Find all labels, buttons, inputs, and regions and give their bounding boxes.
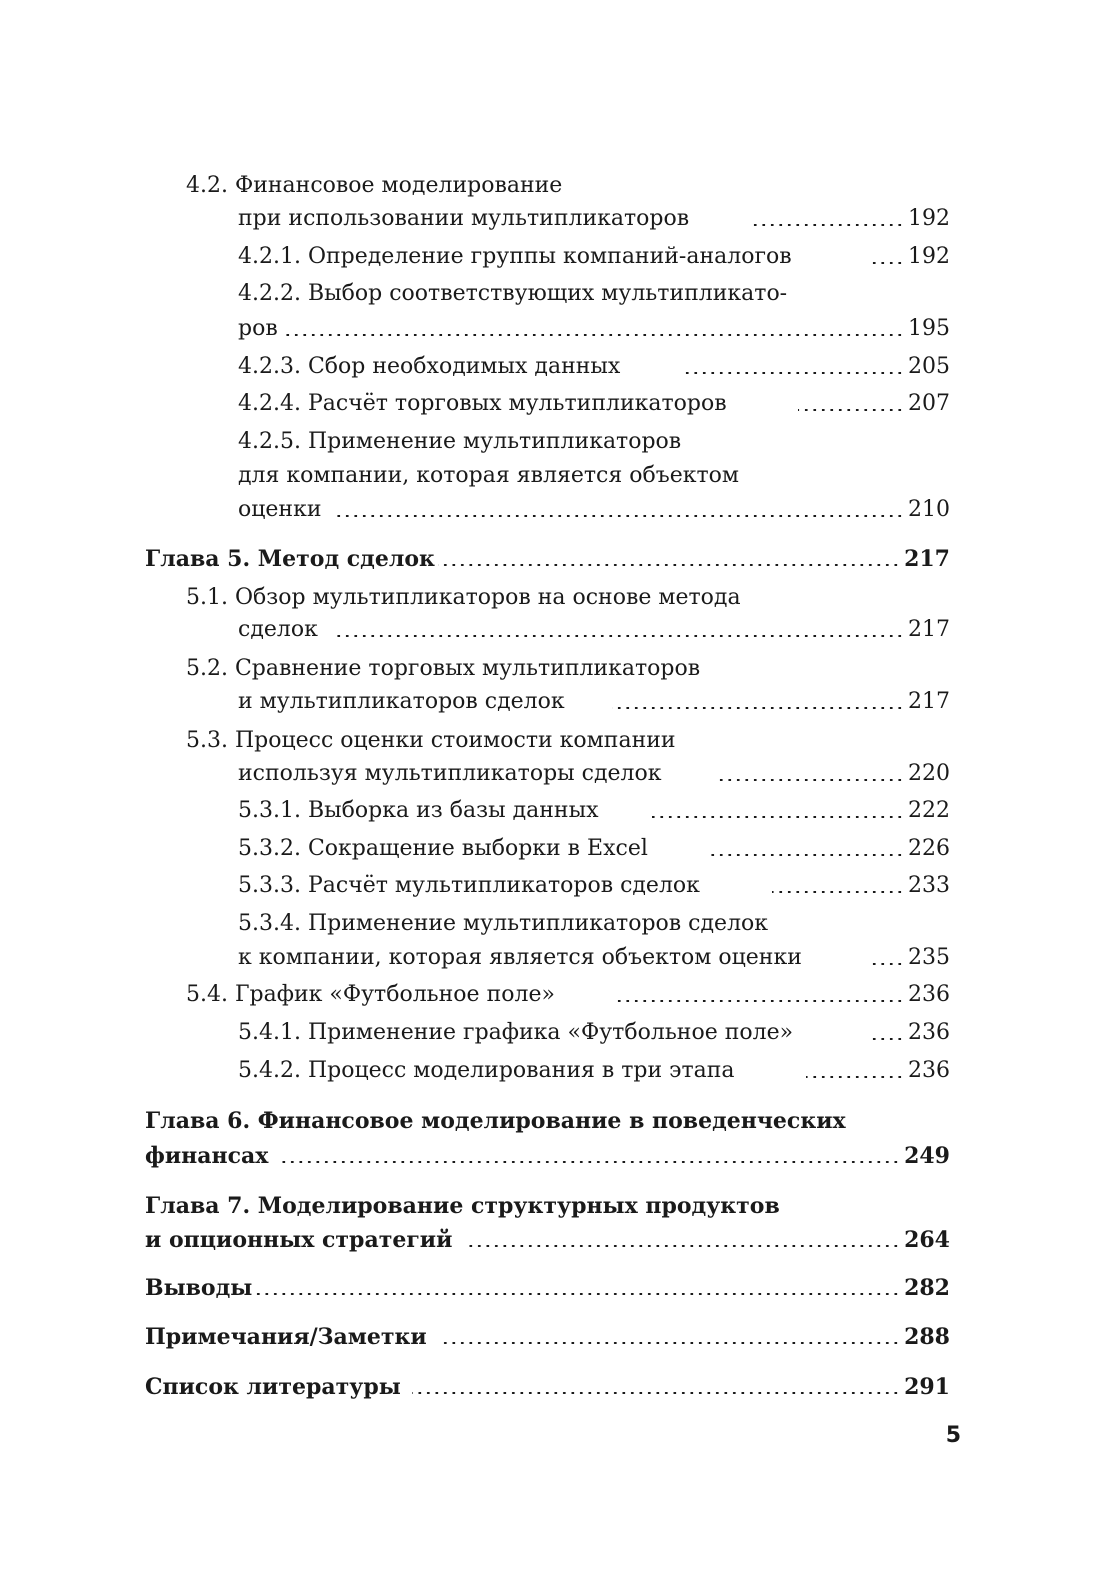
toc-page-number: 264 — [904, 1227, 950, 1253]
toc-page-number: 233 — [908, 873, 950, 898]
dot-leader — [718, 779, 904, 781]
toc-entry-label: используя мультипликаторы сделок — [238, 761, 662, 786]
toc-entry-label: 5.3.4. Применение мультипликаторов сделок — [238, 911, 769, 936]
dot-leader — [872, 1038, 904, 1040]
toc-notes[interactable] — [0, 1319, 1103, 1355]
toc-page-number: 210 — [908, 497, 950, 522]
toc-chapter-6[interactable] — [0, 1138, 1103, 1174]
toc-page-number: 207 — [908, 391, 950, 416]
toc-chapter-7-line-1 — [0, 1188, 1103, 1224]
toc-entry-label: 4.2. Финансовое моделирование — [186, 173, 563, 198]
toc-entry-label: 5.3.2. Сокращение выборки в Excel — [238, 836, 648, 861]
toc-chapter-6-line-1 — [0, 1103, 1103, 1139]
toc-references[interactable] — [0, 1369, 1103, 1405]
toc-entry-label: к компании, которая является объектом оценки — [238, 945, 802, 970]
dot-leader — [772, 891, 904, 893]
toc-entry-label: 5.1. Обзор мультипликаторов на основе метода — [186, 585, 741, 610]
dot-leader — [284, 334, 904, 336]
toc-entry-label: 4.2.5. Применение мультипликаторов — [238, 429, 682, 454]
toc-entry-label: сделок — [238, 617, 318, 642]
dot-leader — [466, 1245, 900, 1247]
toc-entry-label: Глава 5. Метод сделок — [145, 546, 435, 572]
toc-page-number: 291 — [904, 1374, 950, 1400]
toc-entry-label: и мультипликаторов сделок — [238, 689, 565, 714]
toc-page-number: 235 — [908, 945, 950, 970]
dot-leader — [798, 409, 904, 411]
dot-leader — [806, 1076, 904, 1078]
toc-entry-4-2-4[interactable] — [0, 386, 1103, 422]
toc-entry-label: Глава 6. Финансовое моделирование в поведенческих — [145, 1108, 846, 1134]
toc-entry-label: финансах — [145, 1143, 269, 1169]
dot-leader — [612, 707, 904, 709]
toc-entry-5-3-line-1 — [0, 723, 1103, 759]
toc-entry-label: 5.4.2. Процесс моделирования в три этапа — [238, 1058, 735, 1083]
dot-leader — [252, 1293, 900, 1295]
toc-entry-label: и опционных стратегий — [145, 1227, 453, 1253]
toc-entry-5-3[interactable] — [0, 756, 1103, 792]
toc-entry-label: для компании, которая является объектом — [238, 463, 740, 488]
toc-page-number: 217 — [908, 689, 950, 714]
toc-page-number: 195 — [908, 316, 950, 341]
toc-entry-label: 4.2.2. Выбор соответствующих мультипликато- — [238, 281, 788, 306]
toc-entry-label: 5.2. Сравнение торговых мультипликаторов — [186, 656, 701, 681]
page-number: 5 — [945, 1423, 961, 1448]
toc-entry-5-1[interactable] — [0, 612, 1103, 648]
toc-entry-4-2[interactable] — [0, 201, 1103, 237]
toc-entry-label: Список литературы — [145, 1374, 401, 1400]
toc-entry-label: 5.4.1. Применение графика «Футбольное поле» — [238, 1020, 794, 1045]
toc-entry-label: Выводы — [145, 1275, 253, 1301]
dot-leader — [442, 1342, 900, 1344]
toc-entry-4-2-5-line-2 — [0, 458, 1103, 494]
dot-leader — [438, 564, 900, 566]
toc-entry-5-1-line-1 — [0, 580, 1103, 616]
toc-entry-5-3-3[interactable] — [0, 868, 1103, 904]
toc-entry-4-2-line-1 — [0, 168, 1103, 204]
toc-entry-4-2-1[interactable] — [0, 239, 1103, 275]
toc-entry-5-3-4[interactable] — [0, 940, 1103, 976]
toc-entry-label: 4.2.4. Расчёт торговых мультипликаторов — [238, 391, 727, 416]
toc-entry-5-4-2[interactable] — [0, 1053, 1103, 1089]
toc-page-number: 288 — [904, 1324, 950, 1350]
toc-page-number: 226 — [908, 836, 950, 861]
toc-page-number: 236 — [908, 982, 950, 1007]
dot-leader — [412, 1392, 900, 1394]
toc-chapter-7[interactable] — [0, 1222, 1103, 1258]
dot-leader — [708, 854, 904, 856]
toc-entry-4-2-5-line-1 — [0, 424, 1103, 460]
dot-leader — [652, 816, 904, 818]
toc-entry-5-4[interactable] — [0, 977, 1103, 1013]
dot-leader — [870, 262, 904, 264]
toc-page-number: 236 — [908, 1058, 950, 1083]
toc-entry-label: 4.2.3. Сбор необходимых данных — [238, 354, 621, 379]
toc-page-number: 220 — [908, 761, 950, 786]
toc-page-number: 217 — [908, 617, 950, 642]
toc-entry-label: 4.2.1. Определение группы компаний-аналогов — [238, 244, 792, 269]
toc-entry-label: при использовании мультипликаторов — [238, 206, 690, 231]
dot-leader — [752, 224, 904, 226]
toc-entry-label: 5.4. График «Футбольное поле» — [186, 982, 555, 1007]
dot-leader — [682, 372, 904, 374]
dot-leader — [614, 1000, 904, 1002]
dot-leader — [334, 635, 904, 637]
toc-entry-5-2-line-1 — [0, 651, 1103, 687]
dot-leader — [872, 963, 904, 965]
toc-entry-5-2[interactable] — [0, 684, 1103, 720]
toc-entry-4-2-3[interactable] — [0, 349, 1103, 385]
toc-page-number: 192 — [908, 206, 950, 231]
toc-entry-5-3-2[interactable] — [0, 831, 1103, 867]
toc-entry-5-3-1[interactable] — [0, 793, 1103, 829]
toc-entry-4-2-2[interactable] — [0, 311, 1103, 347]
dot-leader — [336, 515, 904, 517]
toc-entry-label: 5.3. Процесс оценки стоимости компании — [186, 728, 676, 753]
toc-entry-label: 5.3.3. Расчёт мультипликаторов сделок — [238, 873, 700, 898]
toc-page-number: 249 — [904, 1143, 950, 1169]
toc-entry-4-2-2-line-1 — [0, 276, 1103, 312]
toc-entry-5-4-1[interactable] — [0, 1015, 1103, 1051]
toc-entry-label: ров — [238, 316, 278, 341]
toc-entry-label: Примечания/Заметки — [145, 1324, 427, 1350]
toc-entry-label: 5.3.1. Выборка из базы данных — [238, 798, 599, 823]
toc-page-number: 282 — [904, 1275, 950, 1301]
toc-entry-4-2-5[interactable] — [0, 492, 1103, 528]
dot-leader — [278, 1161, 900, 1163]
toc-page-number: 205 — [908, 354, 950, 379]
toc-page-number: 222 — [908, 798, 950, 823]
toc-conclusions[interactable] — [0, 1270, 1103, 1306]
toc-page-number: 192 — [908, 244, 950, 269]
toc-entry-5-3-4-line-1 — [0, 906, 1103, 942]
toc-page-number: 236 — [908, 1020, 950, 1045]
toc-chapter-5[interactable] — [0, 541, 1103, 577]
toc-page-number: 217 — [904, 546, 950, 572]
toc-entry-label: Глава 7. Моделирование структурных продуктов — [145, 1193, 780, 1219]
toc-entry-label: оценки — [238, 497, 322, 522]
